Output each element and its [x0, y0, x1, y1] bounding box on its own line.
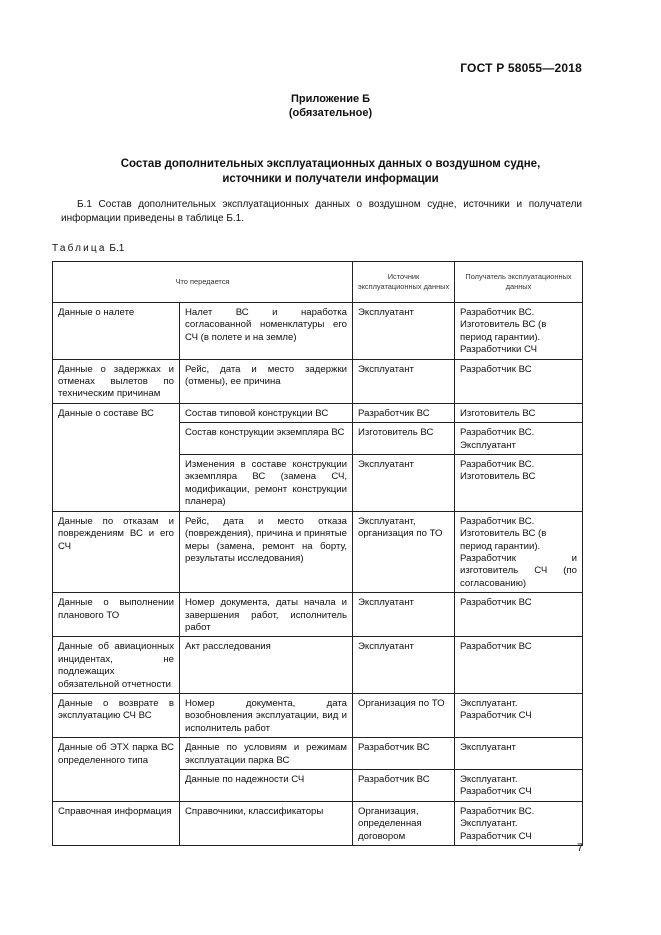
source-cell: Эксплуатант	[353, 455, 455, 512]
category-cell: Данные о возврате в эксплуатацию СЧ ВС	[53, 693, 180, 737]
table-row	[53, 403, 583, 422]
table-caption-word: Таблица	[52, 243, 107, 254]
source-cell: Разработчик ВС	[353, 403, 455, 422]
recipient-cell	[455, 770, 583, 802]
data-table	[52, 261, 583, 846]
source-cell: Изготовитель ВС	[353, 423, 455, 455]
item-cell: Рейс, дата и место задержки (отмены), ее причина	[180, 359, 353, 403]
recipient-line: Разработчик СЧ	[460, 786, 532, 798]
header-source: Источник эксплуатационных данных	[353, 262, 455, 303]
table-row	[53, 593, 583, 637]
item-cell: Данные по надежности СЧ	[180, 770, 353, 802]
table-row	[53, 801, 583, 845]
recipient-cell	[455, 455, 583, 512]
recipient-cell	[455, 423, 583, 455]
recipient-line: Разработчик ВС.	[460, 515, 535, 527]
item-cell: Рейс, дата и место отказа (повреждения), причина и принятые меры (замена, ремонт на борту, результаты исследования)	[180, 511, 353, 592]
recipient-cell	[455, 801, 583, 845]
recipient-line: Изготовитель ВС	[460, 407, 536, 419]
recipient-line: Разработчик СЧ	[460, 710, 532, 722]
table-caption-number: Б.1	[109, 243, 125, 254]
section-title-line-2: источники и получатели информации	[222, 173, 439, 185]
source-cell: Разработчик ВС	[353, 770, 455, 802]
recipient-line: Разработчик ВС.	[460, 805, 535, 817]
item-cell: Изменения в составе конструкции экземпляра ВС (замена СЧ, модификации, ремонт конструкции планера)	[180, 455, 353, 512]
intro-paragraph	[61, 198, 582, 226]
table-row	[53, 303, 583, 360]
standard-designation: ГОСТ Р 58055—2018	[460, 61, 582, 75]
category-cell: Данные о задержках и отменах вылетов по техническим причинам	[53, 359, 180, 403]
recipient-line: Эксплуатант.	[460, 818, 518, 830]
source-cell: Эксплуатант	[353, 303, 455, 360]
source-cell: Эксплуатант	[353, 637, 455, 694]
item-cell: Номер документа, дата возобновления эксплуатации, вид и исполнитель работ	[180, 693, 353, 737]
recipient-cell	[455, 511, 583, 592]
annex-title: Приложение Б	[290, 93, 371, 105]
recipient-line: Разработчик ВС	[460, 597, 532, 609]
recipient-line: Разработчик ВС	[460, 641, 532, 653]
source-cell: Организация, определенная договором	[353, 801, 455, 845]
category-cell: Данные о налете	[53, 303, 180, 360]
category-cell: Данные об ЭТХ парка ВС определенного типа	[53, 738, 180, 802]
category-cell: Данные по отказам и повреждениям ВС и его СЧ	[53, 511, 180, 592]
recipient-cell	[455, 637, 583, 694]
category-cell: Справочная информация	[53, 801, 180, 845]
recipient-line: Эксплуатант.	[460, 774, 518, 785]
source-cell: Разработчик ВС	[353, 738, 455, 770]
table-row	[53, 637, 583, 694]
recipient-line: Разработчик ВС.	[460, 459, 535, 471]
recipient-cell	[455, 738, 583, 770]
recipient-cell	[455, 693, 583, 737]
source-cell: Эксплуатант	[353, 593, 455, 637]
item-cell: Номер документа, даты начала и завершения работ, исполнитель работ	[180, 593, 353, 637]
category-cell: Данные о составе ВС	[53, 403, 180, 511]
header-recipient: Получатель эксплуатационных данных	[455, 262, 583, 303]
recipient-line: Разработчик ВС.	[460, 427, 535, 439]
recipient-line: Разработчики СЧ	[460, 344, 537, 356]
item-cell: Акт расследования	[180, 637, 353, 694]
source-cell: Эксплуатант, организация по ТО	[353, 511, 455, 592]
item-cell: Справочники, классификаторы	[180, 801, 353, 845]
recipient-line: Разработчик СЧ	[460, 830, 532, 842]
item-cell: Налет ВС и наработка согласованной номенклатуры его СЧ (в полете и на земле)	[180, 303, 353, 360]
table-row	[53, 738, 583, 770]
source-cell: Организация по ТО	[353, 693, 455, 737]
recipient-line: Изготовитель ВС (в период гарантии).	[460, 319, 547, 343]
section-title	[60, 157, 601, 187]
item-cell: Состав конструкции экземпляра ВС	[180, 423, 353, 455]
header-what: Что передается	[53, 262, 353, 303]
category-cell: Данные об авиационных инцидентах, не подлежащих обязательной отчетности	[53, 637, 180, 694]
annex-status: (обязательное)	[288, 107, 373, 119]
recipient-line: Эксплуатант	[460, 439, 516, 451]
recipient-cell	[455, 403, 583, 422]
item-cell: Состав типовой конструкции ВС	[180, 403, 353, 422]
recipient-cell	[455, 359, 583, 403]
category-cell: Данные о выполнении планового ТО	[53, 593, 180, 637]
recipient-line: Изготовитель ВС (в период гарантии).	[460, 528, 547, 552]
page-number: 7	[577, 842, 584, 854]
table-row	[53, 359, 583, 403]
table-row	[53, 693, 583, 737]
annex-heading	[0, 92, 661, 120]
table-caption	[52, 243, 124, 254]
recipient-cell	[455, 303, 583, 360]
table-row	[53, 511, 583, 592]
recipient-cell	[455, 593, 583, 637]
recipient-line: Разработчик и изготовитель СЧ (по согласованию)	[460, 552, 578, 589]
intro-text: Б.1 Состав дополнительных эксплуатационных данных о воздушном судне, источники и получатели информации приведены в таблице Б.1.	[61, 199, 582, 224]
recipient-line: Эксплуатант.	[460, 697, 518, 709]
recipient-line: Разработчик ВС.	[460, 307, 535, 318]
section-title-line-1: Состав дополнительных эксплуатационных данных о воздушном судне,	[120, 158, 541, 170]
recipient-line: Эксплуатант	[460, 742, 516, 754]
recipient-line: Разработчик ВС	[460, 363, 532, 375]
table-header-row	[53, 262, 583, 303]
item-cell: Данные по условиям и режимам эксплуатации парка ВС	[180, 738, 353, 770]
source-cell: Эксплуатант	[353, 359, 455, 403]
recipient-line: Изготовитель ВС	[460, 471, 536, 483]
